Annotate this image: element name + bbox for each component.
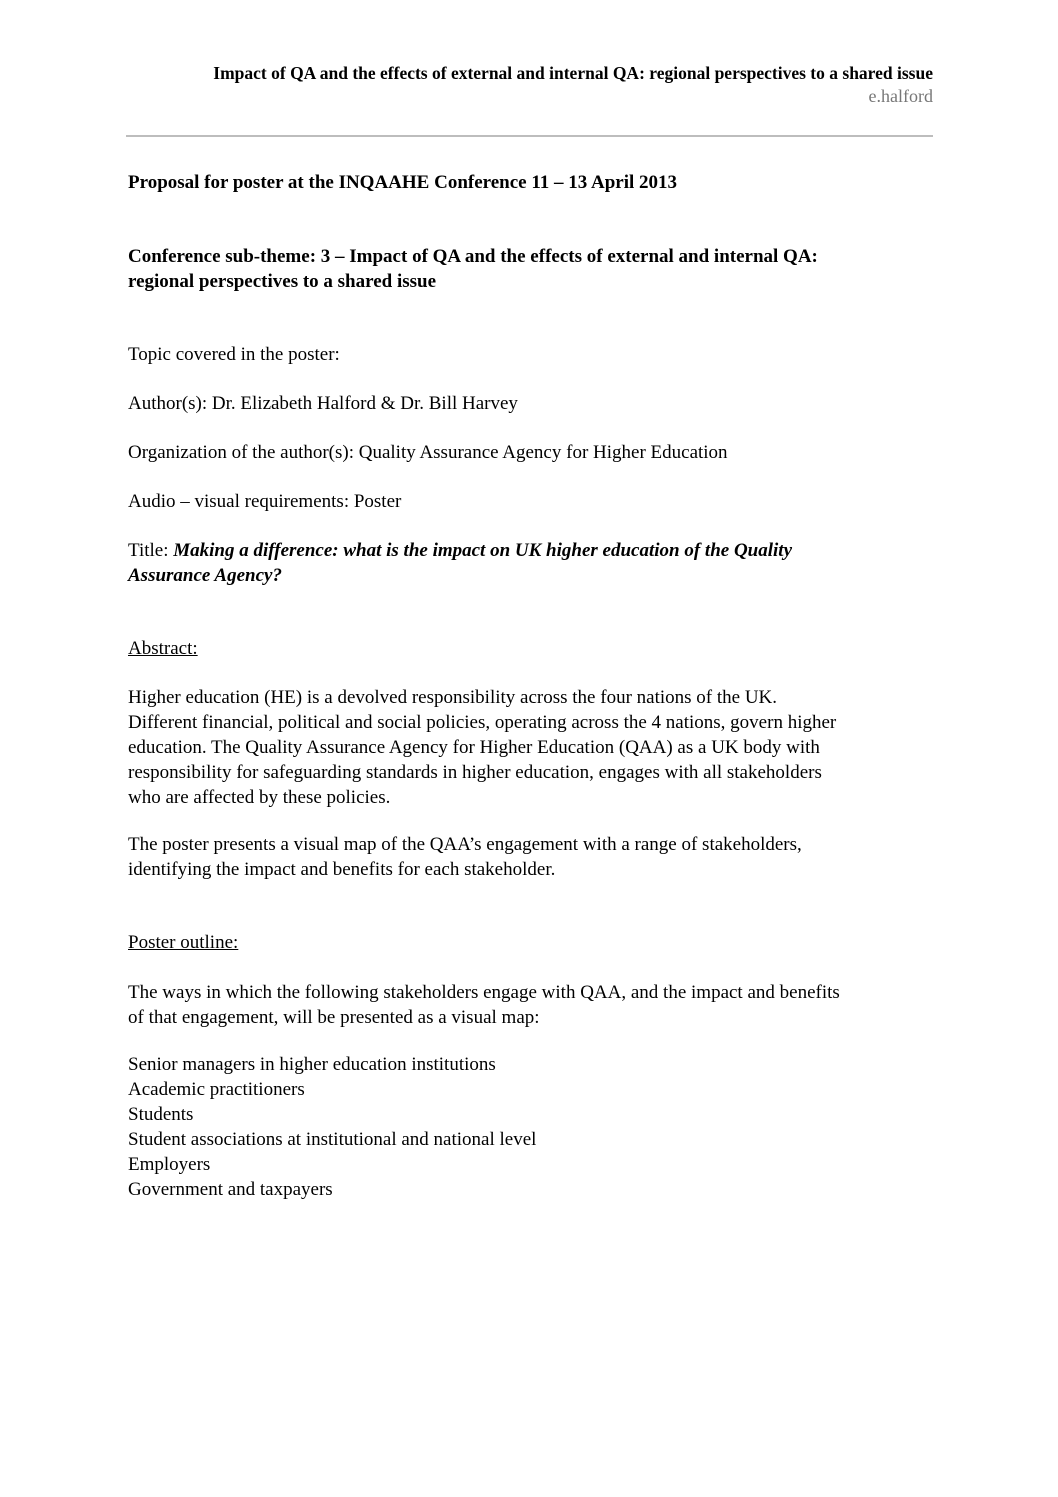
organization-field: Organization of the author(s): Quality Assurance Agency for Higher Education xyxy=(128,442,728,463)
subtheme-line-2: regional perspectives to a shared issue xyxy=(128,271,437,292)
poster-title-line-2: Assurance Agency? xyxy=(128,565,282,586)
stakeholder-item: Employers xyxy=(128,1154,211,1175)
abstract-p1-line: who are affected by these policies. xyxy=(128,787,391,808)
abstract-heading-text: Abstract: xyxy=(128,638,198,659)
abstract-p1-line: responsibility for safeguarding standards in higher education, engages with all stakeholders xyxy=(128,762,822,783)
subtheme-line-1: Conference sub-theme: 3 – Impact of QA and the effects of external and internal QA: xyxy=(128,246,818,267)
outline-heading-text: Poster outline: xyxy=(128,932,239,953)
stakeholder-item: Government and taxpayers xyxy=(128,1179,333,1200)
abstract-p1-line: Higher education (HE) is a devolved responsibility across the four nations of the UK. xyxy=(128,687,778,708)
proposal-heading: Proposal for poster at the INQAAHE Conference 11 – 13 April 2013 xyxy=(128,172,678,193)
outline-intro-line: of that engagement, will be presented as a visual map: xyxy=(128,1007,540,1028)
page-header xyxy=(126,62,933,107)
header-title: Impact of QA and the effects of external and internal QA: regional perspectives to a shared issue xyxy=(213,63,933,83)
outline-intro xyxy=(128,980,933,1030)
topic-field: Topic covered in the poster: xyxy=(128,344,340,365)
abstract-p1-line: education. The Quality Assurance Agency for Higher Education (QAA) as a UK body with xyxy=(128,737,820,758)
abstract-heading xyxy=(128,636,933,661)
header-divider xyxy=(126,135,933,137)
outline-intro-line: The ways in which the following stakeholders engage with QAA, and the impact and benefits xyxy=(128,982,840,1003)
subtheme-heading xyxy=(128,244,933,294)
stakeholder-item: Academic practitioners xyxy=(128,1079,305,1100)
abstract-p1-line: Different financial, political and social policies, operating across the 4 nations, govern higher xyxy=(128,712,837,733)
header-author: e.halford xyxy=(868,86,933,106)
abstract-p2-line: The poster presents a visual map of the QAA’s engagement with a range of stakeholders, xyxy=(128,834,802,855)
stakeholder-item: Students xyxy=(128,1104,194,1125)
abstract-paragraph-2 xyxy=(128,832,933,882)
stakeholder-item: Senior managers in higher education institutions xyxy=(128,1054,496,1075)
stakeholder-item: Student associations at institutional and national level xyxy=(128,1129,537,1150)
title-label: Title: xyxy=(128,540,174,561)
poster-title-field xyxy=(128,538,933,588)
abstract-paragraph-1 xyxy=(128,685,933,810)
audio-visual-field: Audio – visual requirements: Poster xyxy=(128,491,402,512)
poster-title-line-1: Making a difference: what is the impact on UK higher education of the Quality xyxy=(173,540,793,561)
authors-field: Author(s): Dr. Elizabeth Halford & Dr. Bill Harvey xyxy=(128,393,518,414)
stakeholder-list-container xyxy=(128,1052,933,1202)
stakeholder-list xyxy=(128,1052,933,1202)
abstract-p2-line: identifying the impact and benefits for each stakeholder. xyxy=(128,859,556,880)
outline-heading xyxy=(128,930,933,955)
